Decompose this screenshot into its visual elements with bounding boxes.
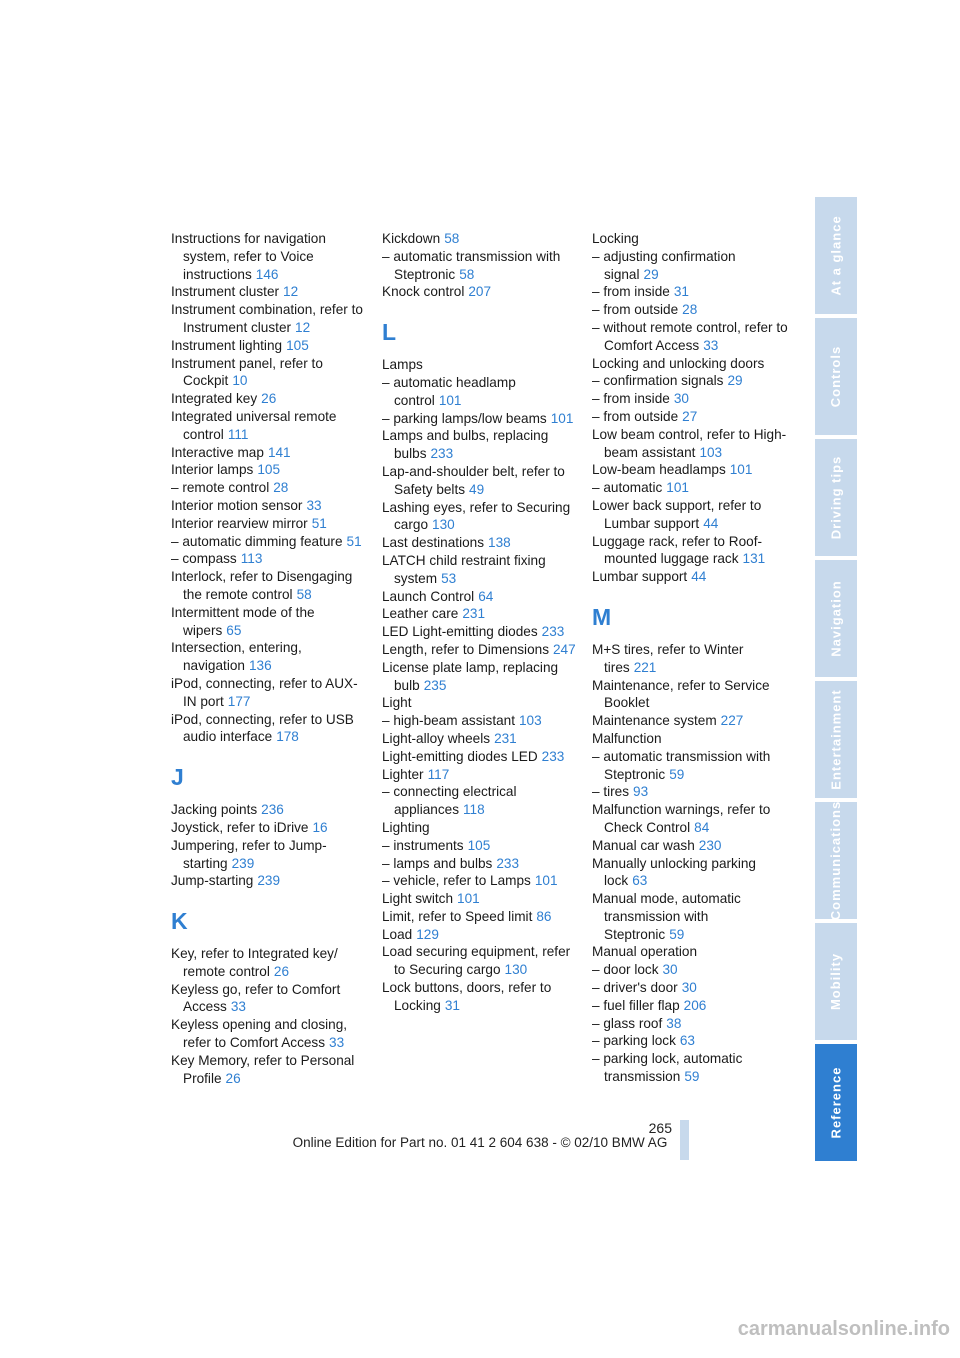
section-tab-controls[interactable]: [815, 318, 857, 435]
index-entry: [382, 712, 578, 730]
index-letter-heading: K: [171, 908, 188, 935]
index-entry-text: Light switch: [382, 891, 454, 907]
index-entry-text: Lock buttons, doors, refer to Locking: [382, 980, 552, 1013]
page-link[interactable]: 138: [488, 535, 511, 551]
index-entry-text: Intersection, entering, navigation: [171, 640, 302, 674]
index-entry: [382, 499, 578, 535]
index-entry: [382, 623, 578, 641]
index-entry-text: Interior motion sensor: [171, 497, 303, 513]
index-entry-text: Malfunction warnings, refer to Check Control: [592, 802, 771, 835]
index-entry: [592, 748, 788, 784]
index-entry-text: Jump-starting: [171, 873, 254, 889]
page-link[interactable]: 30: [662, 962, 678, 978]
page-link[interactable]: 146: [255, 266, 279, 282]
index-entry-text: Integrated key: [171, 391, 258, 407]
index-entry: [592, 855, 788, 891]
page-link[interactable]: 33: [703, 337, 719, 353]
index-entry-text: Instrument cluster: [171, 284, 280, 300]
index-entry: [592, 426, 788, 462]
index-entry: [171, 639, 367, 675]
index-entry-text: – parking lamps/low beams: [382, 410, 547, 426]
index-entry-text: Intermittent mode of the wipers: [171, 604, 315, 638]
index-entry-text: Lap-and-shoulder belt, refer to Safety belts: [382, 463, 565, 497]
page-link[interactable]: 233: [541, 624, 565, 640]
index-entry-text: Load: [382, 926, 413, 942]
index-entry: [592, 533, 788, 569]
index-entry-text: Luggage rack, refer to Roof-mounted luggage rack: [592, 533, 763, 567]
page-link[interactable]: 231: [494, 730, 517, 746]
index-entry: [592, 479, 788, 497]
index-entry: [382, 534, 578, 552]
index-entry-text: – from outside: [592, 302, 679, 318]
index-entry-text: Locking and unlocking doors: [592, 355, 765, 371]
page-link[interactable]: 177: [227, 693, 251, 709]
index-entry-text: Lighting: [382, 819, 430, 835]
index-entry: [382, 837, 578, 855]
page-link[interactable]: 59: [669, 926, 685, 942]
index-entry-text: Interlock, refer to Disengaging the remote control: [171, 569, 353, 602]
index-entry-text: – adjusting confirmation signal: [592, 248, 736, 282]
page-link[interactable]: 101: [729, 462, 753, 478]
index-entry: [592, 355, 788, 373]
index-column-1: [171, 230, 367, 1087]
page-link[interactable]: 38: [666, 1015, 682, 1031]
index-entry: [171, 515, 367, 533]
index-entry: [171, 837, 367, 873]
page-link[interactable]: 31: [673, 284, 689, 300]
index-letter-heading: J: [171, 764, 184, 791]
index-entry: [171, 230, 367, 283]
page-link[interactable]: 101: [457, 891, 480, 907]
index-entry-text: Leather care: [382, 606, 459, 622]
index-entry-text: Instrument lighting: [171, 337, 283, 353]
index-entry-text: Light-alloy wheels: [382, 730, 491, 746]
page-link[interactable]: 227: [720, 713, 744, 729]
index-entry: [592, 890, 788, 943]
section-tab-label: Entertainment: [828, 689, 844, 790]
index-entry-text: Last destinations: [382, 535, 485, 551]
index-entry-text: – automatic dimming feature: [171, 533, 343, 549]
index-entry: [382, 248, 578, 284]
index-entry-text: Integrated universal remote control: [171, 408, 337, 442]
page-link[interactable]: 130: [504, 962, 528, 978]
section-tab-label: Navigation: [828, 580, 844, 657]
index-entry-text: – from inside: [592, 391, 670, 407]
page-link[interactable]: 141: [267, 444, 291, 460]
index-entry: [382, 766, 578, 784]
page-link[interactable]: 31: [444, 997, 460, 1013]
page-link[interactable]: 44: [703, 515, 719, 531]
page-link[interactable]: 29: [727, 373, 743, 389]
index-entry: [382, 872, 578, 890]
section-tab-label: Communications: [828, 800, 844, 921]
section-tab-label: Driving tips: [828, 455, 844, 540]
page-link[interactable]: 12: [283, 284, 299, 300]
index-entry: [171, 497, 367, 515]
index-entry: [382, 783, 578, 819]
index-entry: [382, 659, 578, 695]
index-entry: [171, 461, 367, 479]
index-entry-text: – door lock: [592, 962, 659, 978]
page-link[interactable]: 65: [226, 622, 242, 638]
watermark: carmanualsonline.info: [737, 1318, 950, 1340]
section-tab-driving-tips[interactable]: [815, 439, 857, 556]
index-entry: [592, 230, 788, 248]
index-entry: [171, 675, 367, 711]
index-entry-text: Key, refer to Integrated key/ remote control: [171, 946, 338, 979]
page-link[interactable]: 103: [699, 444, 723, 460]
page-link[interactable]: 235: [423, 677, 447, 693]
index-entry-text: Interior rearview mirror: [171, 515, 308, 531]
index-entry: [592, 801, 788, 837]
index-entry: [382, 588, 578, 606]
page-link[interactable]: 30: [681, 980, 697, 996]
index-entry-text: – without remote control, refer to Comfort Access: [592, 319, 788, 353]
page-link[interactable]: 59: [684, 1069, 700, 1085]
index-entry: [382, 374, 578, 410]
page-link[interactable]: 105: [286, 337, 309, 353]
index-entry-text: – vehicle, refer to Lamps: [382, 873, 531, 889]
index-entry: [592, 248, 788, 284]
index-entry-text: LED Light-emitting diodes: [382, 624, 538, 640]
index-entry-text: Lamps: [382, 357, 423, 373]
index-entry: [592, 390, 788, 408]
index-entry-text: Launch Control: [382, 588, 475, 604]
index-entry-text: License plate lamp, replacing bulb: [382, 659, 559, 693]
index-entry-text: – automatic headlamp control: [382, 374, 516, 408]
index-entry-text: Lumbar support: [592, 569, 688, 585]
index-entry: [382, 641, 578, 659]
index-entry-text: – automatic: [592, 480, 663, 496]
page-link[interactable]: 103: [519, 713, 542, 729]
page-link[interactable]: 221: [633, 659, 657, 675]
index-entry-text: Instrument combination, refer to Instrument cluster: [171, 302, 363, 335]
page-link[interactable]: 105: [257, 462, 281, 478]
index-entry: [171, 604, 367, 640]
index-entry: [171, 550, 367, 568]
index-entry-text: Manual car wash: [592, 837, 695, 853]
index-entry: [592, 730, 788, 748]
index-entry: [592, 372, 788, 390]
index-entry-text: Keyless go, refer to Comfort Access: [171, 981, 341, 1015]
page-link[interactable]: 93: [633, 784, 649, 800]
page-link[interactable]: 105: [467, 837, 491, 853]
page-link[interactable]: 29: [643, 266, 659, 282]
index-entry: [592, 408, 788, 426]
section-tab-entertainment[interactable]: [815, 681, 857, 798]
index-entry: [592, 497, 788, 533]
index-entry: [592, 319, 788, 355]
index-entry-text: Jacking points: [171, 802, 258, 818]
index-entry-text: – high-beam assistant: [382, 713, 515, 729]
index-entry: [382, 463, 578, 499]
index-entry-text: – connecting electrical appliances: [382, 784, 517, 818]
index-entry: [592, 568, 788, 586]
index-entry-text: Lower back support, refer to Lumbar support: [592, 497, 762, 531]
page-link[interactable]: 53: [441, 570, 457, 586]
index-entry-text: Lashing eyes, refer to Securing cargo: [382, 499, 571, 533]
index-entry: [382, 605, 578, 623]
section-tab-communications[interactable]: [815, 802, 857, 919]
index-column-3: [592, 230, 788, 1086]
index-entry-text: Length, refer to Dimensions: [382, 641, 549, 657]
page-link[interactable]: 130: [432, 517, 455, 533]
page-link[interactable]: 26: [261, 391, 277, 407]
index-entry-text: – automatic transmission with Steptronic: [592, 748, 771, 782]
page-link[interactable]: 44: [691, 569, 707, 585]
index-entry-text: Instructions for navigation system, refer to Voice instructions: [171, 231, 326, 282]
page-link[interactable]: 33: [230, 999, 246, 1015]
page-link[interactable]: 101: [666, 480, 689, 496]
index-entry-text: Manually unlocking parking lock: [592, 855, 756, 889]
index-entry-text: Manual operation: [592, 944, 698, 960]
index-entry-text: LATCH child restraint fixing system: [382, 552, 546, 586]
index-entry: [171, 479, 367, 497]
index-entry-text: Keyless opening and closing, refer to Comfort Access: [171, 1017, 348, 1051]
index-entry: [171, 981, 367, 1017]
index-entry: [592, 1015, 788, 1033]
page-link[interactable]: 49: [469, 481, 485, 497]
page-link[interactable]: 63: [679, 1033, 695, 1049]
page-link[interactable]: 178: [276, 729, 299, 745]
index-entry: [382, 926, 578, 944]
page-link[interactable]: 101: [534, 873, 558, 889]
index-entry: [592, 837, 788, 855]
index-entry: [171, 1052, 367, 1088]
index-entry: [592, 943, 788, 961]
index-entry: [171, 711, 367, 747]
index-entry-text: Knock control: [382, 284, 465, 300]
index-entry: [382, 552, 578, 588]
index-entry: [592, 783, 788, 801]
page-link[interactable]: 117: [427, 766, 450, 782]
section-tab-at-a-glance[interactable]: [815, 197, 857, 314]
index-entry-text: Jumpering, refer to Jump-starting: [171, 837, 327, 871]
index-entry: [592, 979, 788, 997]
index-entry: [592, 461, 788, 479]
page-link[interactable]: 231: [462, 606, 486, 622]
page-link[interactable]: 16: [312, 819, 328, 835]
index-entry: [382, 230, 578, 248]
index-entry: [171, 390, 367, 408]
page-link[interactable]: 26: [273, 963, 290, 979]
index-entry: [382, 694, 578, 712]
page-link[interactable]: 51: [311, 515, 327, 531]
index-letter-heading: L: [382, 319, 397, 346]
index-entry-text: Locking: [592, 231, 639, 246]
index-entry: [592, 301, 788, 319]
page-link[interactable]: 58: [296, 586, 312, 602]
index-entry: [171, 1016, 367, 1052]
index-entry-text: Light-emitting diodes LED: [382, 748, 538, 764]
index-entry: [382, 283, 578, 301]
page-link[interactable]: 239: [257, 873, 281, 889]
page-link[interactable]: 58: [459, 266, 475, 282]
index-entry-text: Interactive map: [171, 444, 264, 460]
index-entry-text: – remote control: [171, 480, 270, 496]
index-entry-text: – from outside: [592, 408, 679, 424]
index-entry-text: – glass roof: [592, 1015, 663, 1031]
index-entry-text: – automatic transmission with Steptronic: [382, 248, 561, 282]
page-link[interactable]: 64: [478, 588, 494, 604]
index-entry-text: – from inside: [592, 284, 670, 300]
index-column-2: [382, 230, 578, 1015]
index-entry-text: – lamps and bulbs: [382, 855, 493, 871]
index-entry: [382, 410, 578, 428]
index-entry-text: Limit, refer to Speed limit: [382, 908, 533, 924]
page-link[interactable]: 84: [694, 819, 710, 835]
index-entry: [382, 819, 578, 837]
index-entry-text: – parking lock: [592, 1033, 676, 1049]
index-entry: [382, 943, 578, 979]
page-link[interactable]: 28: [273, 480, 289, 496]
index-entry: [171, 283, 367, 301]
index-entry-text: Low beam control, refer to High-beam assistant: [592, 426, 787, 460]
section-tab-mobility[interactable]: [815, 923, 857, 1040]
index-entry: [171, 337, 367, 355]
index-entry-text: Joystick, refer to iDrive: [171, 819, 309, 835]
index-entry-text: iPod, connecting, refer to USB audio interface: [171, 711, 354, 745]
index-entry: [171, 444, 367, 462]
index-entry: [592, 283, 788, 301]
page-link[interactable]: 247: [553, 641, 576, 657]
page-link[interactable]: 101: [550, 410, 574, 426]
index-entry-text: Kickdown: [382, 231, 441, 246]
page-link[interactable]: 111: [227, 426, 249, 442]
index-entry: [382, 427, 578, 463]
index-entry-text: – instruments: [382, 837, 464, 853]
page-number: 265: [648, 1120, 672, 1136]
index-entry: [592, 1032, 788, 1050]
index-entry-text: Low-beam headlamps: [592, 462, 726, 478]
index-entry: [592, 677, 788, 713]
index-entry-text: Maintenance, refer to Service Booklet: [592, 677, 770, 711]
index-entry: [382, 890, 578, 908]
page-link[interactable]: 206: [683, 997, 707, 1013]
index-letter-heading: M: [592, 603, 612, 630]
page-link[interactable]: 28: [682, 302, 698, 318]
page-link[interactable]: 233: [496, 855, 520, 871]
page-link[interactable]: 30: [673, 391, 689, 407]
index-entry: [382, 748, 578, 766]
index-entry-text: Lamps and bulbs, replacing bulbs: [382, 428, 549, 462]
page-link[interactable]: 113: [240, 551, 263, 567]
index-entry: [592, 997, 788, 1015]
page-link[interactable]: 86: [536, 908, 552, 924]
index-entry: [592, 1050, 788, 1086]
index-entry: [171, 568, 367, 604]
edition-footer: Online Edition for Part no. 01 41 2 604 638 - © 02/10 BMW AG: [292, 1135, 668, 1150]
index-entry: [171, 872, 367, 890]
page-link[interactable]: 10: [232, 373, 248, 389]
index-entry: [171, 819, 367, 837]
index-entry-text: – tires: [592, 784, 630, 800]
index-entry: [382, 979, 578, 1015]
index-entry: [171, 801, 367, 819]
index-entry-text: Interior lamps: [171, 462, 254, 478]
page-link[interactable]: 27: [682, 408, 698, 424]
index-entry-text: Instrument panel, refer to Cockpit: [171, 355, 323, 389]
index-entry-text: – compass: [171, 551, 237, 567]
index-entry-text: M+S tires, refer to Winter tires: [592, 641, 744, 675]
page-link[interactable]: 239: [231, 855, 255, 871]
index-entry: [171, 355, 367, 391]
section-tab-navigation[interactable]: [815, 560, 857, 677]
page-link[interactable]: 26: [225, 1070, 241, 1086]
index-entry: [171, 301, 367, 337]
index-entry: [171, 945, 367, 981]
index-entry-text: Lighter: [382, 766, 424, 782]
page-link[interactable]: 233: [541, 748, 565, 764]
index-entry-text: – fuel filler flap: [592, 997, 680, 1013]
index-entry-text: – parking lock, automatic transmission: [592, 1051, 743, 1085]
page-link[interactable]: 131: [742, 551, 766, 567]
index-entry: [382, 730, 578, 748]
index-entry: [171, 408, 367, 444]
page-link[interactable]: 51: [346, 533, 362, 549]
page-link[interactable]: 59: [669, 766, 685, 782]
page-link[interactable]: 207: [468, 284, 492, 300]
page-link[interactable]: 230: [698, 837, 722, 853]
index-entry-text: iPod, connecting, refer to AUX-IN port: [171, 675, 358, 709]
index-entry: [171, 533, 367, 551]
index-entry: [382, 356, 578, 374]
index-entry: [382, 908, 578, 926]
index-entry-text: – confirmation signals: [592, 373, 724, 389]
page-link[interactable]: 118: [463, 802, 485, 818]
index-entry: [592, 712, 788, 730]
page-link[interactable]: 236: [261, 802, 284, 818]
page-link[interactable]: 233: [430, 446, 454, 462]
section-tab-label: Mobility: [828, 952, 844, 1011]
page-link[interactable]: 129: [416, 926, 439, 942]
index-entry: [592, 961, 788, 979]
page-link[interactable]: 12: [295, 319, 311, 335]
index-entry: [592, 641, 788, 677]
index-entry-text: Key Memory, refer to Personal Profile: [171, 1052, 355, 1086]
index-entry-text: – driver's door: [592, 980, 678, 996]
index-entry-text: Manual mode, automatic transmission with Steptronic: [592, 891, 741, 942]
page-link[interactable]: 33: [329, 1035, 345, 1051]
section-tab-label: Controls: [828, 345, 844, 408]
page-link[interactable]: 33: [306, 497, 322, 513]
page-link[interactable]: 136: [248, 658, 272, 674]
page-link[interactable]: 58: [444, 231, 460, 246]
index-entry-text: Load securing equipment, refer to Securing cargo: [382, 944, 571, 978]
page-link[interactable]: 63: [632, 873, 648, 889]
index-entry-text: Malfunction: [592, 730, 662, 746]
section-tab-label: Reference: [828, 1066, 844, 1139]
index-entry-text: Light: [382, 695, 412, 711]
page-link[interactable]: 101: [438, 392, 462, 408]
index-entry-text: Maintenance system: [592, 713, 717, 729]
index-entry: [382, 855, 578, 873]
section-tab-label: At a glance: [828, 215, 844, 296]
